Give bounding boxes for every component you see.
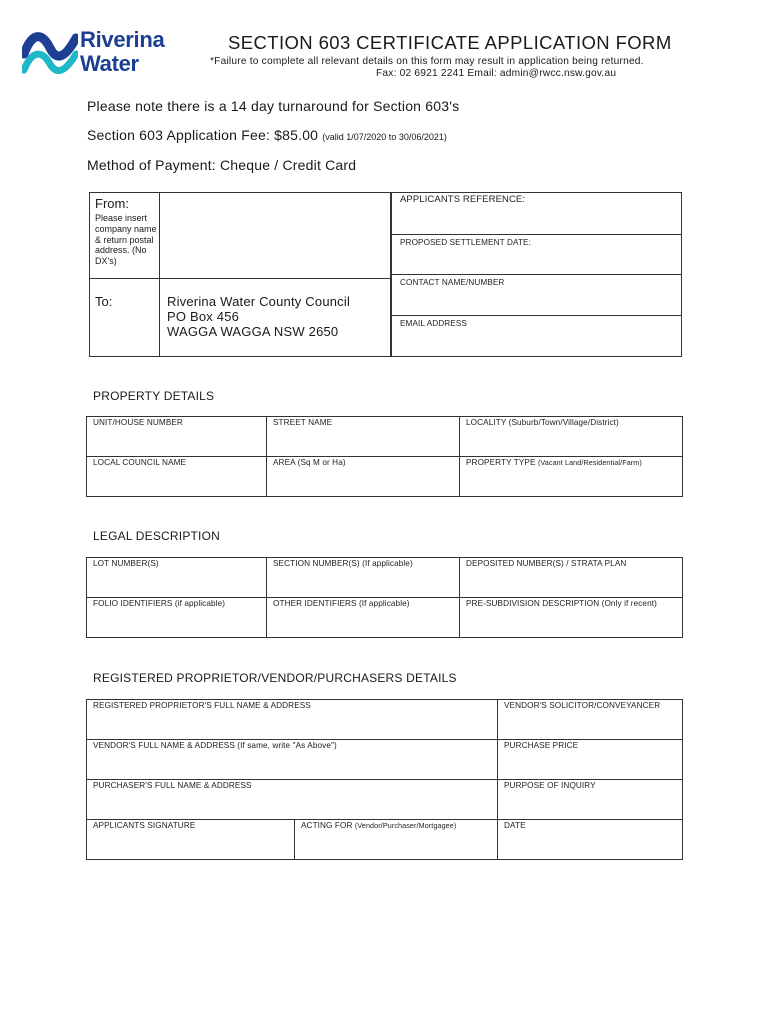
applicant-details-box: [391, 192, 682, 357]
payment-method: Method of Payment: Cheque / Credit Card: [87, 157, 357, 173]
lot-number-field[interactable]: LOT NUMBER(S): [93, 559, 159, 568]
property-type-hint: (Vacant Land/Residential/Farm): [537, 458, 642, 467]
fee-line: [87, 127, 447, 143]
to-address-line2: PO Box 456: [167, 309, 240, 324]
signature-field[interactable]: APPLICANTS SIGNATURE: [93, 821, 196, 830]
deposited-number-field[interactable]: DEPOSITED NUMBER(S) / STRATA PLAN: [466, 559, 627, 568]
form-title: SECTION 603 CERTIFICATE APPLICATION FORM: [228, 32, 672, 53]
from-label: From:: [95, 196, 129, 211]
street-name-field[interactable]: STREET NAME: [273, 418, 333, 427]
property-details-heading: PROPERTY DETAILS: [93, 389, 215, 403]
turnaround-note: Please note there is a 14 day turnaround for Section 603's: [87, 98, 460, 114]
failure-note: *Failure to complete all relevant details on this form may result in application being returned.: [210, 56, 644, 67]
fee-valid-text: (valid 1/07/2020 to 30/06/2021): [322, 132, 447, 142]
acting-for-field[interactable]: [301, 821, 456, 830]
contact-field[interactable]: CONTACT NAME/NUMBER: [400, 278, 505, 287]
from-address-field[interactable]: [162, 194, 390, 276]
from-to-box: [89, 192, 391, 357]
wave-logo-icon: [22, 24, 78, 76]
applicants-reference-field[interactable]: APPLICANTS REFERENCE:: [400, 194, 526, 205]
property-type-label: PROPERTY TYPE: [466, 458, 536, 467]
fee-text: Section 603 Application Fee: $85.00: [87, 127, 319, 143]
to-label: To:: [95, 294, 113, 309]
purchase-price-field[interactable]: PURCHASE PRICE: [504, 741, 579, 750]
locality-field[interactable]: LOCALITY (Suburb/Town/Village/District): [466, 418, 619, 427]
section-number-field[interactable]: SECTION NUMBER(S) (If applicable): [273, 559, 413, 568]
registered-details-heading: REGISTERED PROPRIETOR/VENDOR/PURCHASERS DETAILS: [93, 671, 457, 685]
other-identifiers-field[interactable]: OTHER IDENTIFIERS (If applicable): [273, 599, 410, 608]
from-hint: Please insert company name & return postal address. (No DX's): [95, 213, 157, 267]
logo-text-line2: Water: [80, 51, 139, 76]
registered-details-table: [86, 699, 683, 860]
acting-for-label: ACTING FOR: [301, 821, 353, 830]
area-field[interactable]: AREA (Sq M or Ha): [273, 458, 346, 467]
logo-text-line1: Riverina: [80, 27, 165, 52]
council-name-field[interactable]: LOCAL COUNCIL NAME: [93, 458, 187, 467]
pre-subdivision-field[interactable]: PRE-SUBDIVISION DESCRIPTION (Only if recent): [466, 599, 657, 608]
solicitor-field[interactable]: VENDOR'S SOLICITOR/CONVEYANCER: [504, 701, 661, 710]
date-field[interactable]: DATE: [504, 821, 526, 830]
acting-for-hint: (Vendor/Purchaser/Mortgagee): [354, 821, 457, 830]
folio-identifiers-field[interactable]: FOLIO IDENTIFIERS (if applicable): [93, 599, 226, 608]
to-address: [167, 294, 350, 339]
contact-note: Fax: 02 6921 2241 Email: admin@rwcc.nsw.gov.au: [376, 68, 617, 79]
proprietor-field[interactable]: REGISTERED PROPRIETOR'S FULL NAME & ADDRESS: [93, 701, 311, 710]
property-type-field[interactable]: [466, 458, 642, 467]
to-address-line1: Riverina Water County Council: [167, 294, 351, 309]
vendor-field[interactable]: VENDOR'S FULL NAME & ADDRESS (If same, write "As Above"): [93, 741, 337, 750]
settlement-date-field[interactable]: PROPOSED SETTLEMENT DATE:: [400, 238, 531, 247]
legal-description-table: [86, 557, 683, 638]
purchaser-field[interactable]: PURCHASER'S FULL NAME & ADDRESS: [93, 781, 252, 790]
purpose-field[interactable]: PURPOSE OF INQUIRY: [504, 781, 596, 790]
riverina-water-logo: [22, 20, 182, 76]
property-details-table: [86, 416, 683, 497]
legal-description-heading: LEGAL DESCRIPTION: [93, 529, 220, 543]
to-address-line3: WAGGA WAGGA NSW 2650: [167, 324, 339, 339]
email-field[interactable]: EMAIL ADDRESS: [400, 319, 467, 328]
unit-number-field[interactable]: UNIT/HOUSE NUMBER: [93, 418, 183, 427]
